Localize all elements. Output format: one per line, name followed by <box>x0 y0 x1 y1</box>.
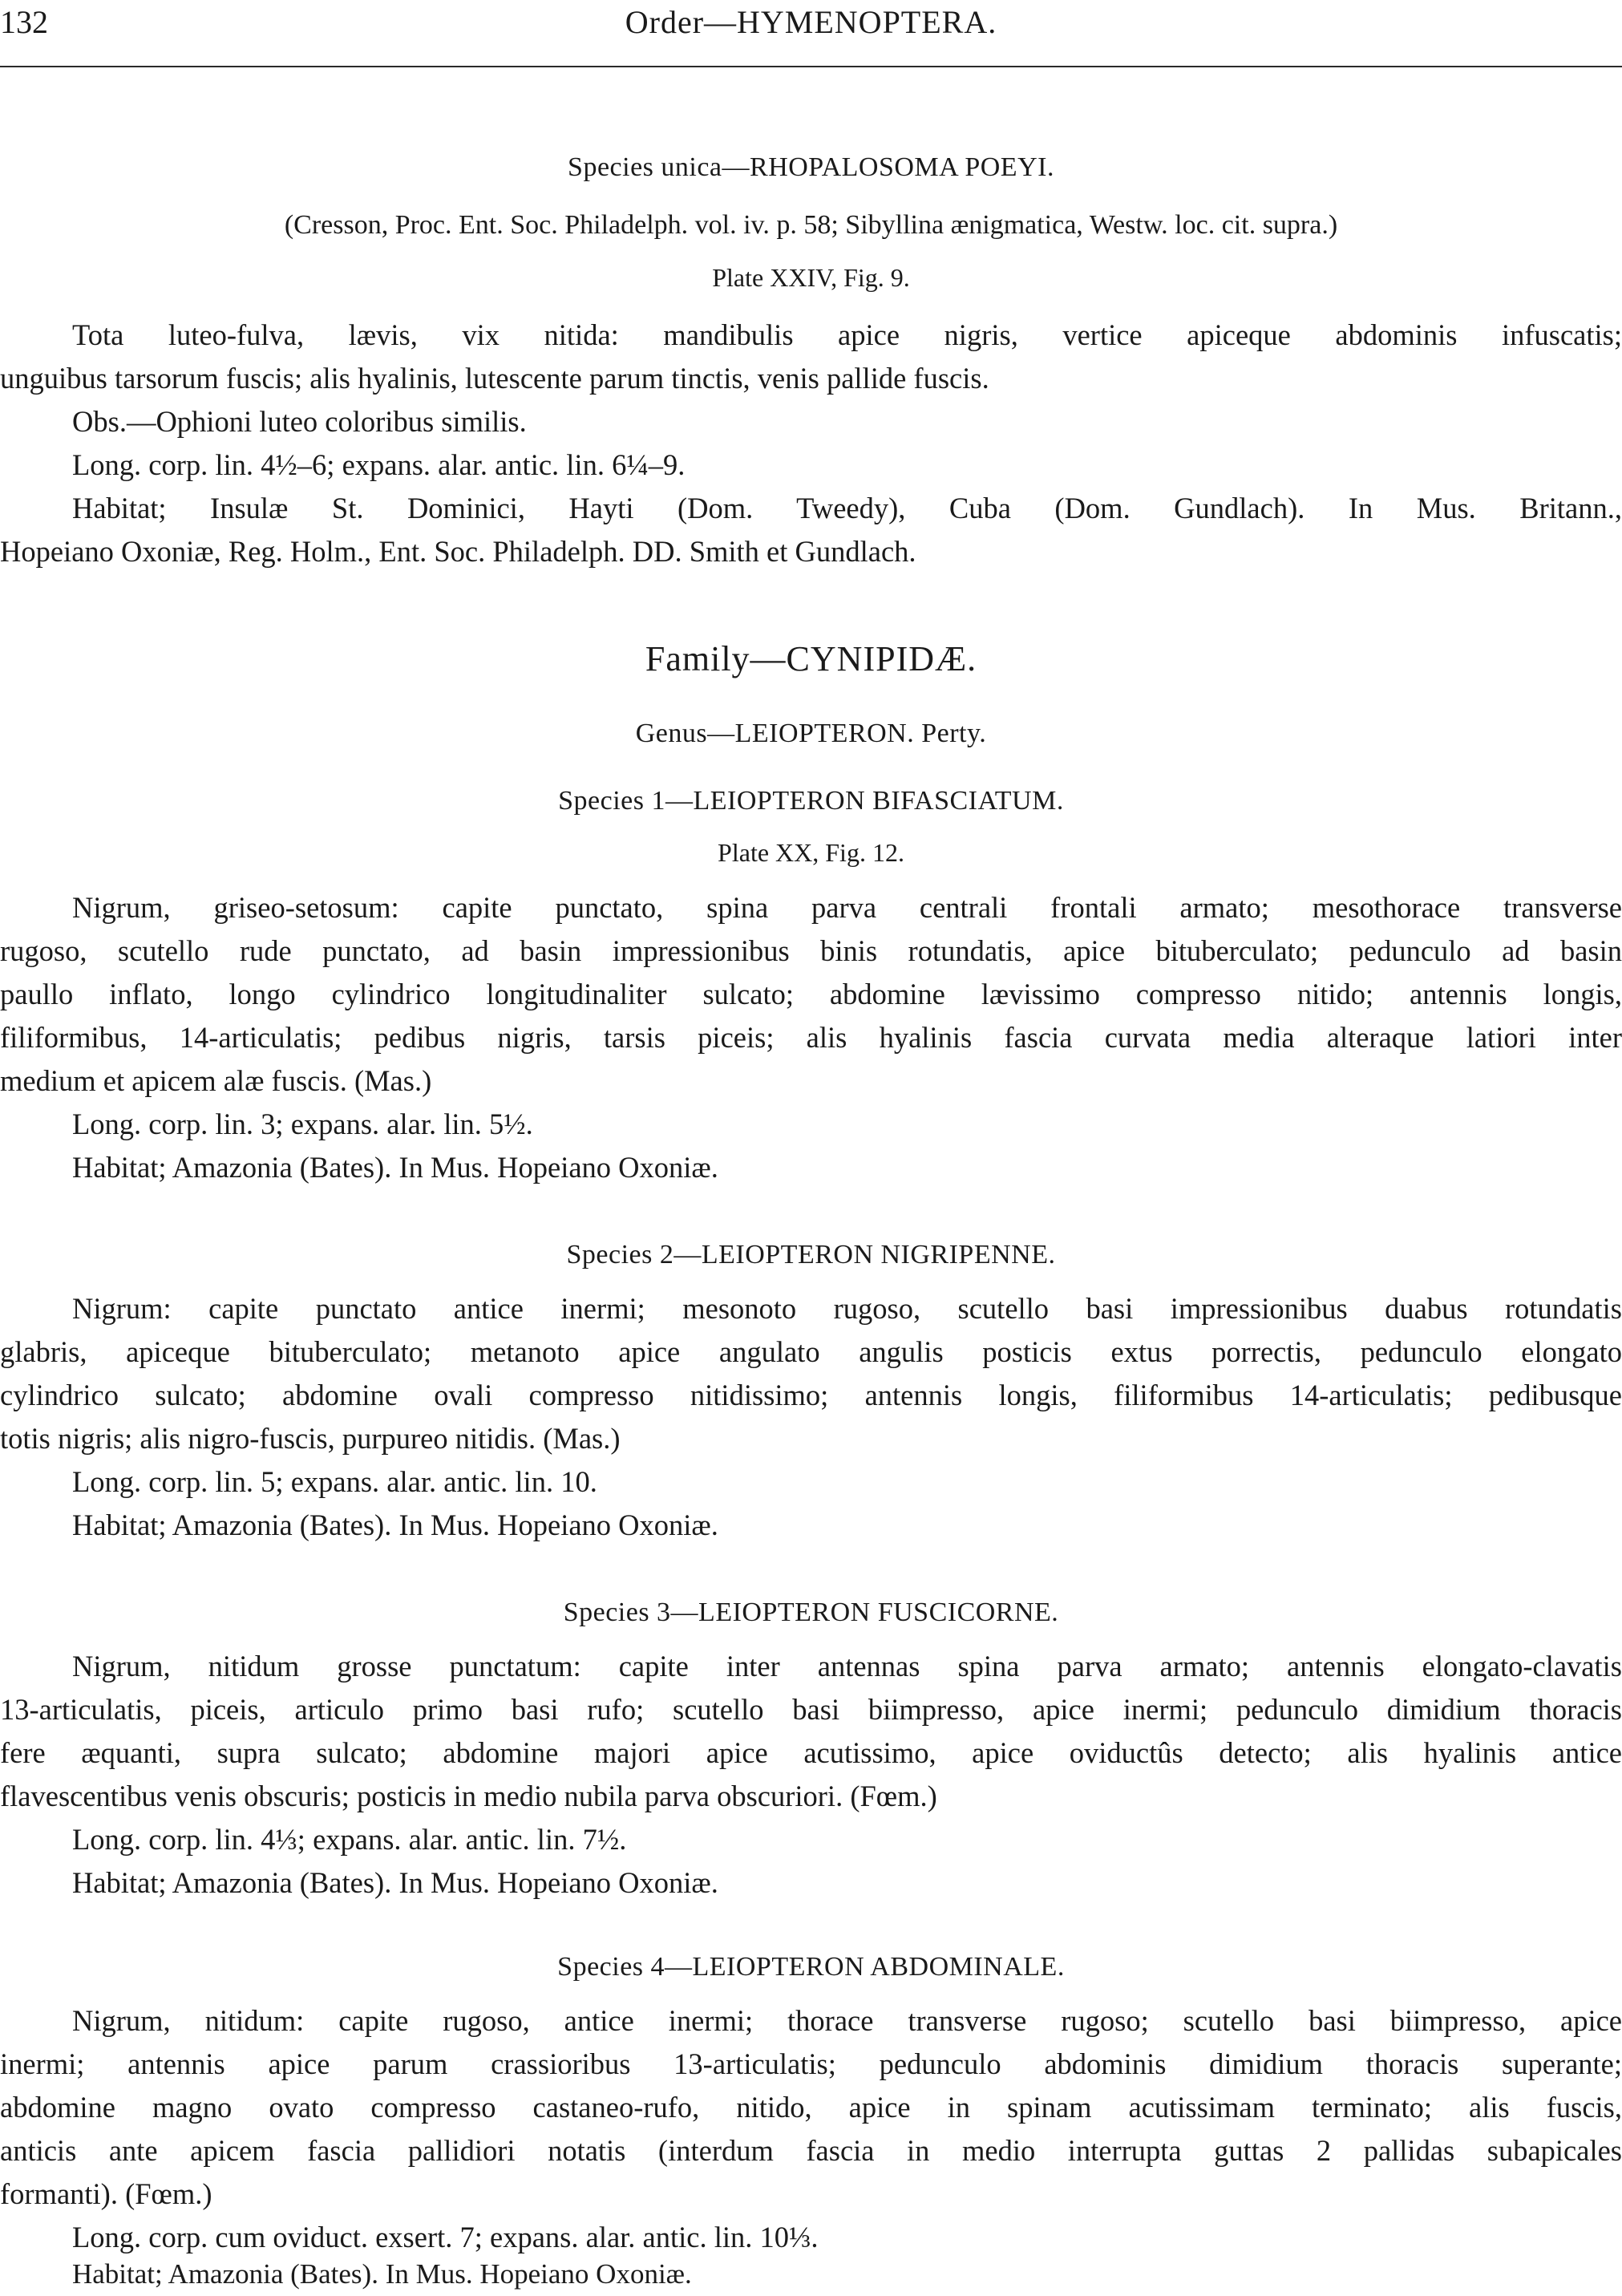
measurement-line: Long. corp. lin. 4⅓; expans. alar. antic. lin. 7½. <box>72 1823 627 1856</box>
measurement-line: Long. corp. cum oviduct. exsert. 7; expans. alar. antic. lin. 10⅓. <box>72 2221 819 2253</box>
species-heading-4: Species 4—LEIOPTERON ABDOMINALE. <box>557 1952 1065 1982</box>
habitat-line: Habitat; Insulæ St. Dominici, Hayti (Dom. Tweedy), Cuba (Dom. Gundlach). In Mus. Britann., <box>72 492 1622 524</box>
description-line: Nigrum, griseo-setosum: capite punctato, spina parva centrali frontali armato; mesothorace transverse <box>72 891 1622 924</box>
measurement-line: Long. corp. lin. 3; expans. alar. lin. 5½. <box>72 1108 533 1140</box>
genus-heading: Genus—LEIOPTERON. Perty. <box>635 719 987 748</box>
observation-line: Obs.—Ophioni luteo coloribus similis. <box>72 405 527 438</box>
habitat-line: Habitat; Amazonia (Bates). In Mus. Hopeiano Oxoniæ. <box>72 2258 692 2290</box>
page-number: 132 <box>0 4 48 40</box>
description-line: Tota luteo-fulva, lævis, vix nitida: mandibulis apice nigris, vertice apiceque abdominis infuscatis; <box>72 318 1622 351</box>
description-line: abdomine magno ovato compresso castaneo-rufo, nitido, apice in spinam acutissimam terminato; alis fuscis, <box>0 2091 1622 2124</box>
habitat-line: Hopeiano Oxoniæ, Reg. Holm., Ent. Soc. Philadelph. DD. Smith et Gundlach. <box>0 535 916 568</box>
measurement-line: Long. corp. lin. 4½–6; expans. alar. antic. lin. 6¼–9. <box>72 448 686 481</box>
description-line: Nigrum: capite punctato antice inermi; mesonoto rugoso, scutello basi impressionibus duabus rotundatis <box>72 1292 1622 1325</box>
plate-reference: Plate XX, Fig. 12. <box>718 838 904 867</box>
species-heading-2: Species 2—LEIOPTERON NIGRIPENNE. <box>566 1240 1056 1269</box>
description-line: Nigrum, nitidum grosse punctatum: capite inter antennas spina parva armato; antennis elongato-clavatis <box>72 1650 1622 1683</box>
measurement-line: Long. corp. lin. 5; expans. alar. antic. lin. 10. <box>72 1465 597 1498</box>
description-line: rugoso, scutello rude punctato, ad basin impressionibus binis rotundatis, apice bituberculato; pedunculo ad basin <box>0 934 1622 967</box>
habitat-line: Habitat; Amazonia (Bates). In Mus. Hopeiano Oxoniæ. <box>72 1508 718 1541</box>
header-rule <box>0 66 1622 67</box>
species-reference: (Cresson, Proc. Ent. Soc. Philadelph. vol. iv. p. 58; Sibyllina ænigmatica, Westw. loc. cit. supra.) <box>284 210 1338 240</box>
description-line: fere æquanti, supra sulcato; abdomine majori apice acutissimo, apice oviductûs detecto; alis hyalinis antice <box>0 1736 1622 1769</box>
description-line: inermi; antennis apice parum crassioribus 13-articulatis; pedunculo abdominis dimidium thoracis superante; <box>0 2047 1622 2080</box>
plate-reference: Plate XXIV, Fig. 9. <box>712 263 910 292</box>
description-line: unguibus tarsorum fuscis; alis hyalinis, lutescente parum tinctis, venis pallide fuscis. <box>0 362 989 395</box>
habitat-line: Habitat; Amazonia (Bates). In Mus. Hopeiano Oxoniæ. <box>72 1151 718 1184</box>
description-line: 13-articulatis, piceis, articulo primo basi rufo; scutello basi biimpresso, apice inermi; pedunculo dimidium thoracis <box>0 1693 1622 1726</box>
description-line: anticis ante apicem fascia pallidiori notatis (interdum fascia in medio interrupta guttas 2 pallidas subapicales <box>0 2134 1622 2167</box>
family-heading: Family—CYNIPIDÆ. <box>645 639 977 678</box>
description-line: glabris, apiceque bituberculato; metanoto apice angulato angulis posticis extus porrectis, pedunculo elongato <box>0 1335 1622 1368</box>
species-heading-rhopalosoma: Species unica—RHOPALOSOMA POEYI. <box>568 152 1054 182</box>
description-line: totis nigris; alis nigro-fuscis, purpureo nitidis. (Mas.) <box>0 1422 621 1455</box>
description-line: filiformibus, 14-articulatis; pedibus nigris, tarsis piceis; alis hyalinis fascia curvata media alteraque latiori inter <box>0 1021 1622 1054</box>
description-line: Nigrum, nitidum: capite rugoso, antice inermi; thorace transverse rugoso; scutello basi biimpresso, apice <box>72 2004 1622 2037</box>
page-header-title: Order—HYMENOPTERA. <box>625 4 997 40</box>
species-heading-1: Species 1—LEIOPTERON BIFASCIATUM. <box>558 786 1064 816</box>
description-line: cylindrico sulcato; abdomine ovali compresso nitidissimo; antennis longis, filiformibus 14-articulatis; pedibusque <box>0 1379 1622 1411</box>
description-line: medium et apicem alæ fuscis. (Mas.) <box>0 1064 432 1097</box>
description-line: paullo inflato, longo cylindrico longitudinaliter sulcato; abdomine lævissimo compresso nitido; antennis longis, <box>0 978 1622 1010</box>
species-heading-3: Species 3—LEIOPTERON FUSCICORNE. <box>563 1597 1059 1627</box>
habitat-line: Habitat; Amazonia (Bates). In Mus. Hopeiano Oxoniæ. <box>72 1866 718 1899</box>
description-line: flavescentibus venis obscuris; posticis in medio nubila parva obscuriori. (Fœm.) <box>0 1780 937 1812</box>
description-line: formanti). (Fœm.) <box>0 2177 212 2210</box>
running-head <box>0 0 1622 48</box>
